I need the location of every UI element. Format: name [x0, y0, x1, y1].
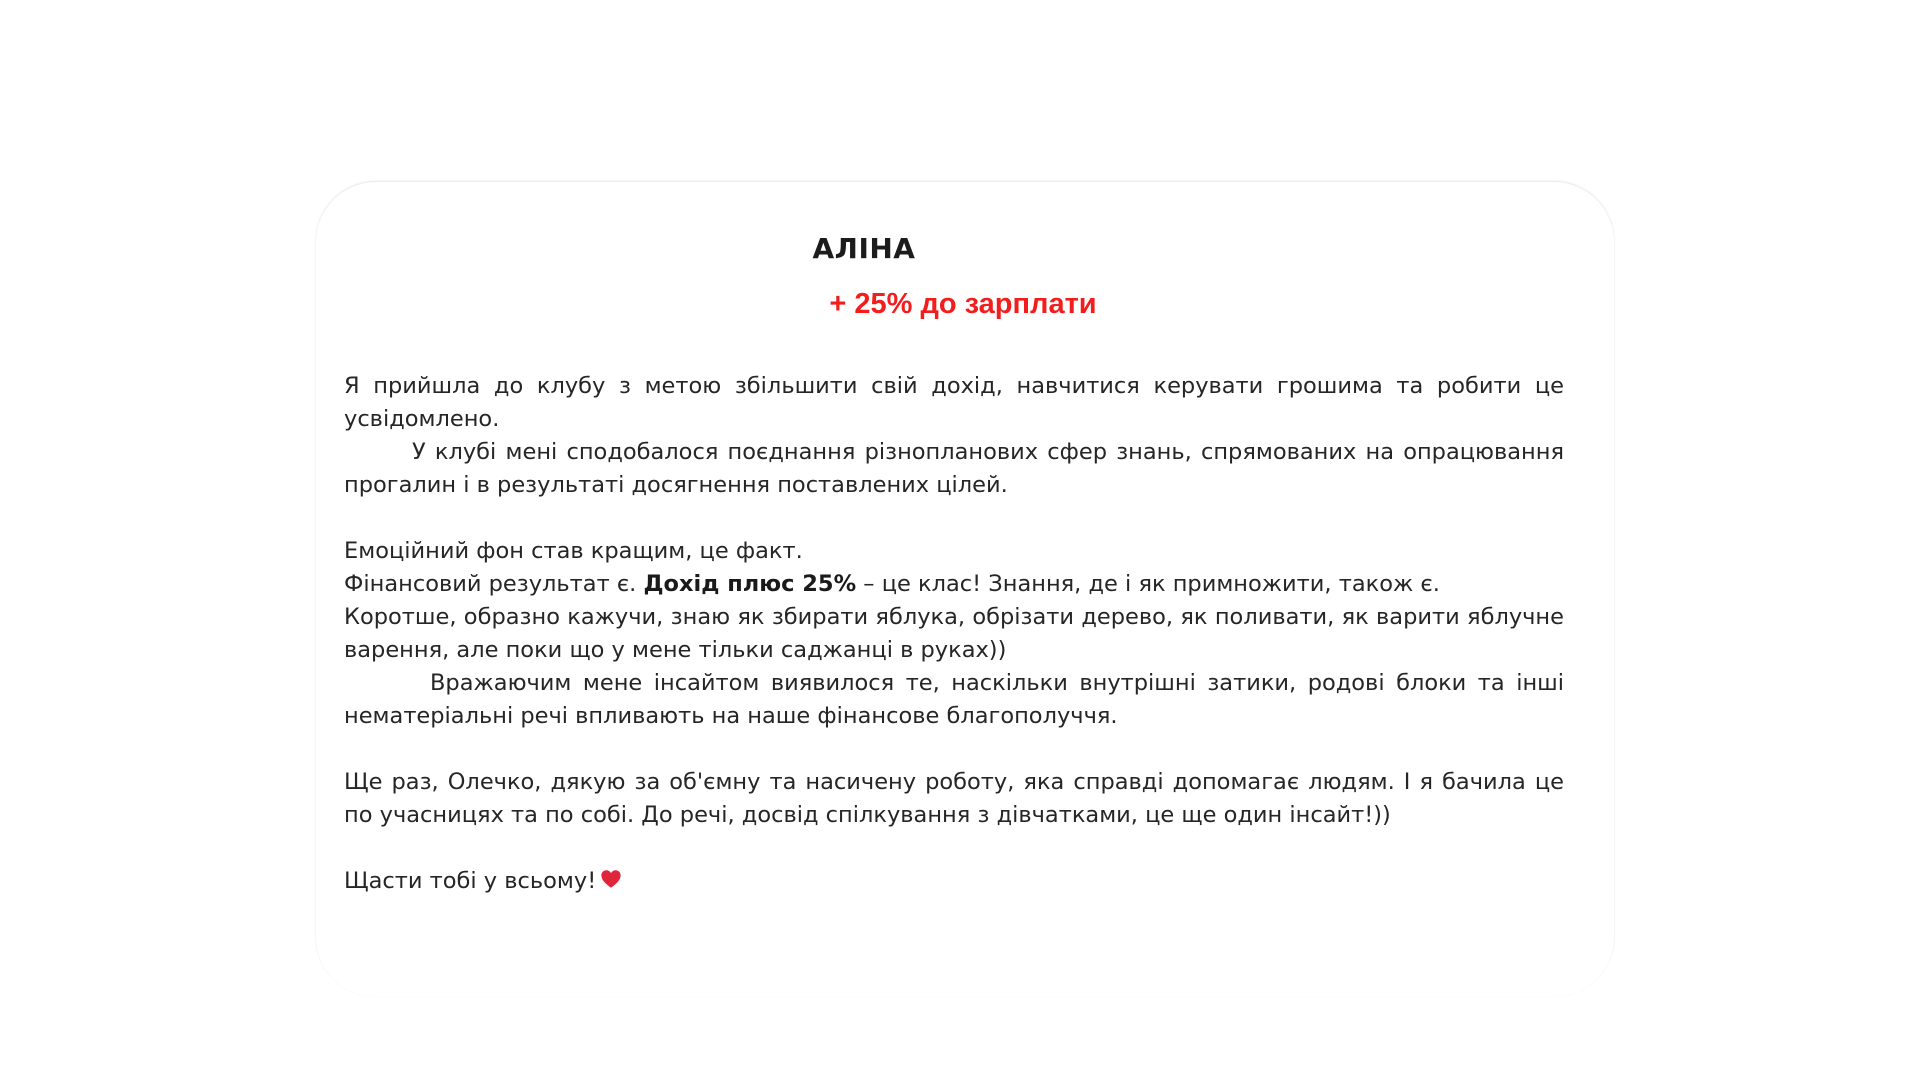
paragraph-wish	[344, 865, 1564, 898]
heart-icon	[600, 868, 622, 890]
paragraph-club: У клубі мені сподобалося поєднання різнопланових сфер знань, спрямованих на опрацювання прогалин і в результаті досягнення поставлених цілей.	[344, 439, 1564, 498]
paragraph-goal: Я прийшла до клубу з метою збільшити свій дохід, навчитися керувати грошима та робити це усвідомлено.	[344, 373, 1564, 432]
paragraph-finance	[344, 568, 1564, 601]
testimonial-body	[344, 370, 1564, 898]
paragraph-thanks: Ще раз, Олечко, дякую за об'ємну та насичену роботу, яка справді допомагає людям. І я бачила це по учасницях та по собі. До речі, досвід спілкування з дівчатками, це ще один інсайт!))	[344, 769, 1564, 828]
testimonial-result: + 25% до зарплати	[829, 288, 1097, 320]
testimonial-name: АЛІНА	[812, 232, 916, 265]
finance-text-end: – це клас! Знання, де і як примножити, також є.	[856, 571, 1440, 597]
paragraph-insight: Вражаючим мене інсайтом виявилося те, наскільки внутрішні затики, родові блоки та інші нематеріальні речі впливають на наше фінансове благополуччя.	[344, 670, 1564, 729]
paragraph-emotion: Емоційний фон став кращим, це факт.	[344, 538, 803, 564]
finance-text-start: Фінансовий результат є.	[344, 571, 644, 597]
testimonial-card	[316, 182, 1614, 997]
income-highlight: Дохід плюс 25%	[643, 571, 857, 597]
paragraph-metaphor: Коротше, образно кажучи, знаю як збирати яблука, обрізати дерево, як поливати, як варити яблучне варення, але поки що у мене тільки саджанці в руках))	[344, 604, 1564, 663]
wish-text: Щасти тобі у всьому!	[344, 868, 597, 894]
